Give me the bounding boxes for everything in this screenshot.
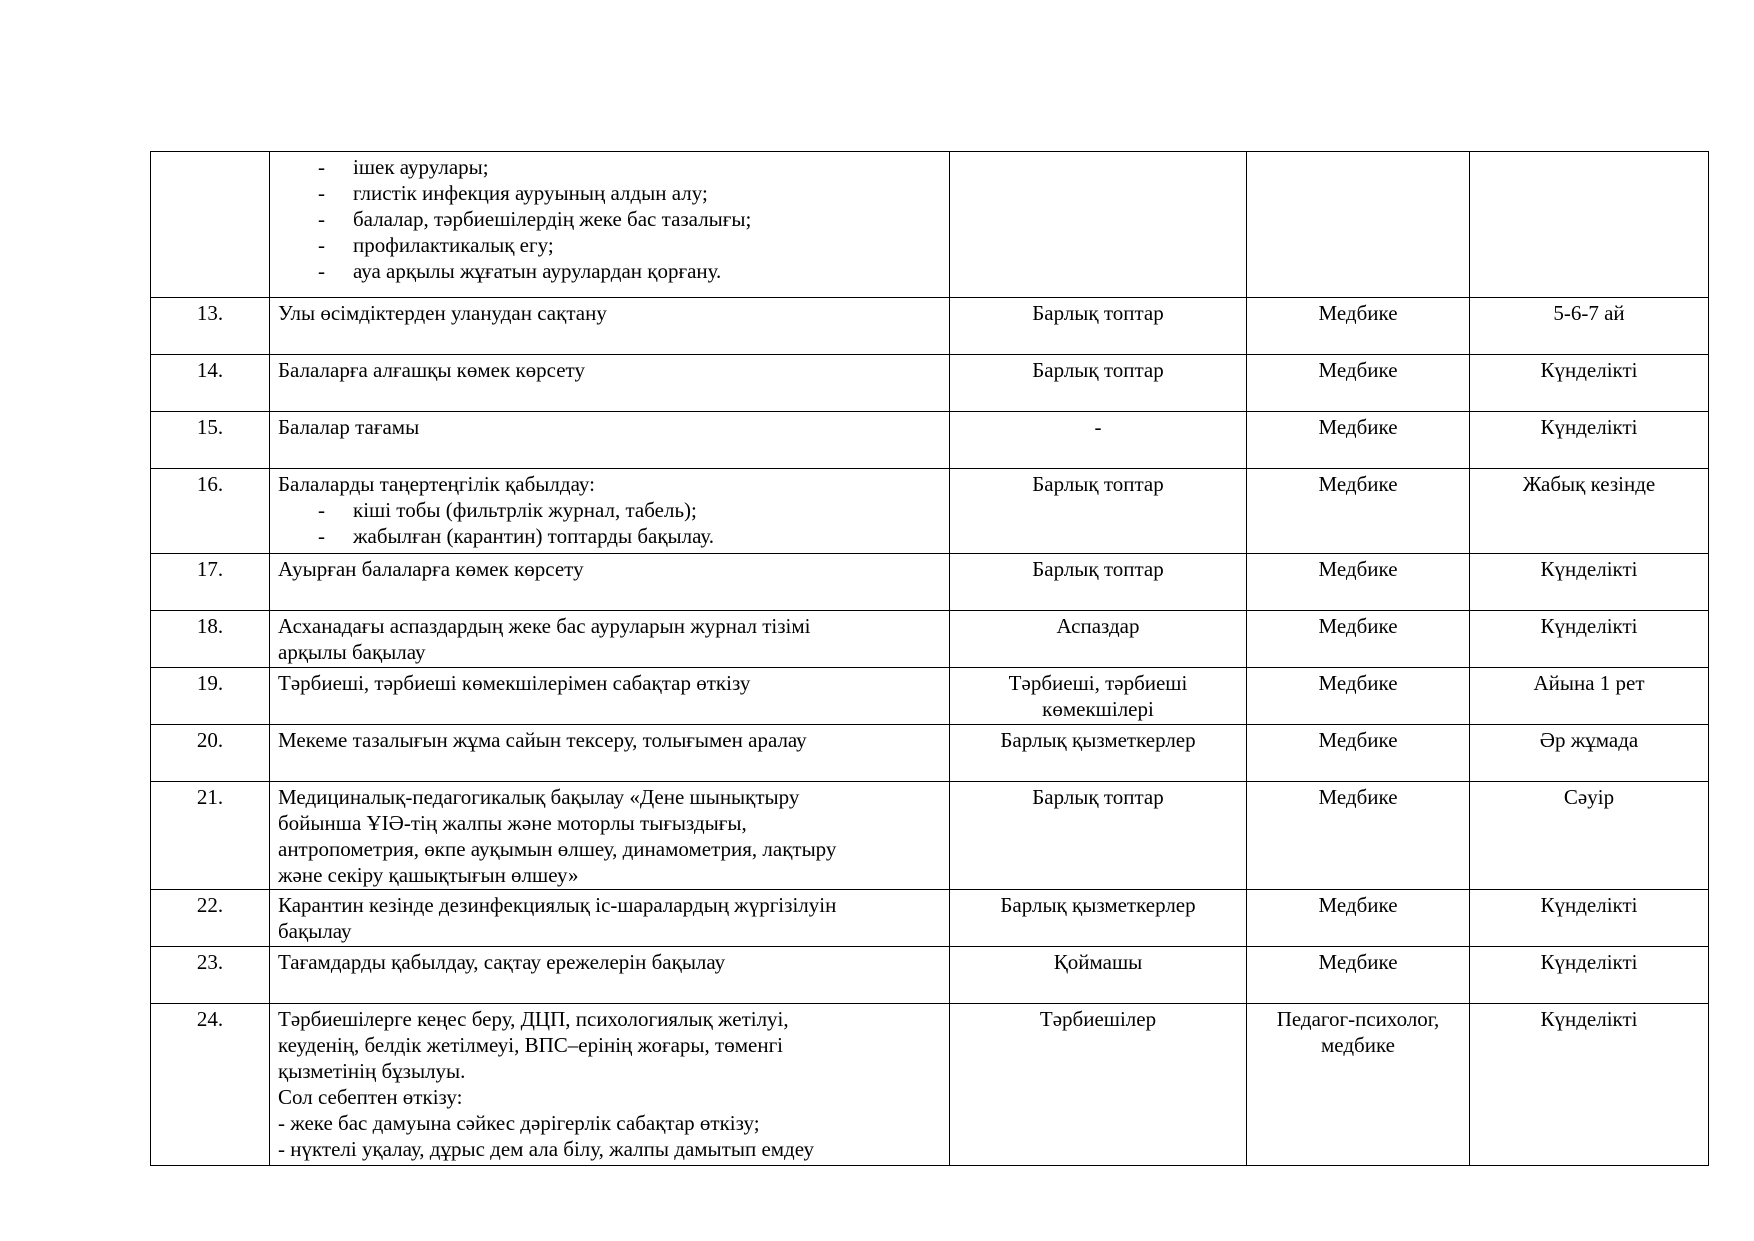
row-number-cell: 21. [151, 782, 270, 890]
event-text-line: Улы өсімдіктерден уланудан сақтану [278, 301, 607, 325]
event-text-line: Тағамдарды қабылдау, сақтау ережелерін бақылау [278, 950, 726, 974]
participants-cell: Барлық топтар [950, 355, 1247, 412]
row-number-cell [151, 152, 270, 298]
bullet-text: глистік инфекция ауруының алдын алу; [353, 181, 708, 205]
bullet-text: жабылған (карантин) топтарды бақылау. [353, 524, 715, 548]
event-cell [270, 298, 950, 355]
responsible-cell: Медбике [1247, 725, 1470, 782]
event-cell [270, 611, 950, 668]
event-text-line: Балалар тағамы [278, 415, 420, 439]
bullet-text: балалар, тәрбиешілердің жеке бас тазалығы; [353, 207, 752, 231]
row-number-cell: 19. [151, 668, 270, 725]
event-text-line: антропометрия, өкпе ауқымын өлшеу, динамометрия, лақтыру [278, 837, 837, 861]
event-cell [270, 355, 950, 412]
event-text-line: Тәрбиешілерге кеңес беру, ДЦП, психологиялық жетілуі, [278, 1007, 789, 1031]
table-row [151, 611, 1709, 668]
deadline-cell: Күнделікті [1470, 611, 1709, 668]
event-text-line: Балаларға алғашқы көмек көрсету [278, 358, 585, 382]
row-number-cell: 23. [151, 947, 270, 1004]
table-row [151, 725, 1709, 782]
event-cell [270, 947, 950, 1004]
deadline-cell: Сәуір [1470, 782, 1709, 890]
dash-bullet-icon: - [318, 233, 325, 257]
event-text-line: Тәрбиеші, тәрбиеші көмекшілерімен сабақтар өткізу [278, 671, 751, 695]
event-cell [270, 668, 950, 725]
responsible-cell: Медбике [1247, 554, 1470, 611]
participants-cell: Барлық топтар [950, 298, 1247, 355]
deadline-cell [1470, 152, 1709, 298]
list-item [318, 180, 941, 206]
event-cell [270, 890, 950, 947]
bullet-text: ішек аурулары; [353, 155, 489, 179]
event-text-line: Балаларды таңертеңгілік қабылдау: [278, 472, 595, 496]
deadline-cell: 5-6-7 ай [1470, 298, 1709, 355]
table-row [151, 412, 1709, 469]
row-number-cell: 22. [151, 890, 270, 947]
list-item [318, 154, 941, 180]
event-cell [270, 782, 950, 890]
row-number-cell: 20. [151, 725, 270, 782]
deadline-cell: Күнделікті [1470, 890, 1709, 947]
events-table-body [151, 152, 1709, 1166]
list-item [318, 206, 941, 232]
event-text-line: Ауырған балаларға көмек көрсету [278, 557, 584, 581]
list-item [318, 232, 941, 258]
bullet-text: ауа арқылы жұғатын аурулардан қорғану. [353, 259, 722, 283]
participants-cell: Қоймашы [950, 947, 1247, 1004]
row-number-cell: 24. [151, 1004, 270, 1166]
participants-cell: Барлық топтар [950, 782, 1247, 890]
table-row [151, 298, 1709, 355]
dash-bullet-icon: - [318, 155, 325, 179]
event-bullet-list [278, 497, 941, 549]
responsible-cell: Медбике [1247, 890, 1470, 947]
table-row [151, 355, 1709, 412]
event-text-line: - жеке бас дамуына сәйкес дәрігерлік сабақтар өткізу; [278, 1111, 760, 1135]
responsible-cell: Медбике [1247, 469, 1470, 554]
event-cell [270, 1004, 950, 1166]
row-number-cell: 16. [151, 469, 270, 554]
list-item [318, 497, 941, 523]
table-row [151, 152, 1709, 298]
events-table [150, 151, 1709, 1166]
table-row [151, 554, 1709, 611]
responsible-cell: Медбике [1247, 668, 1470, 725]
list-item [318, 258, 941, 284]
event-text-line: Карантин кезінде дезинфекциялық іс-шаралардың жүргізілуін [278, 893, 837, 917]
participants-cell: Барлық топтар [950, 554, 1247, 611]
event-text-line: арқылы бақылау [278, 640, 426, 664]
event-text-line: Сол себептен өткізу: [278, 1085, 463, 1109]
deadline-cell: Күнделікті [1470, 1004, 1709, 1166]
responsible-cell: Медбике [1247, 782, 1470, 890]
participants-cell: Аспаздар [950, 611, 1247, 668]
responsible-cell: Медбике [1247, 412, 1470, 469]
event-text-line: Мекеме тазалығын жұма сайын тексеру, толығымен аралау [278, 728, 807, 752]
deadline-cell: Күнделікті [1470, 554, 1709, 611]
event-text-line: Асханадағы аспаздардың жеке бас ауруларын журнал тізімі [278, 614, 811, 638]
dash-bullet-icon: - [318, 259, 325, 283]
event-text-line: бақылау [278, 919, 352, 943]
participants-cell: Барлық топтар [950, 469, 1247, 554]
list-item [318, 523, 941, 549]
event-bullet-list [278, 154, 941, 284]
table-row [151, 890, 1709, 947]
responsible-cell: Медбике [1247, 947, 1470, 1004]
deadline-cell: Күнделікті [1470, 947, 1709, 1004]
bullet-text: кіші тобы (фильтрлік журнал, табель); [353, 498, 697, 522]
deadline-cell: Әр жұмада [1470, 725, 1709, 782]
event-text-line: кеуденің, белдік жетілмеуі, ВПС–ерінің жоғары, төменгі [278, 1033, 784, 1057]
row-number-cell: 17. [151, 554, 270, 611]
participants-cell [950, 152, 1247, 298]
responsible-cell: Педагог-психолог, медбике [1247, 1004, 1470, 1166]
participants-cell: Тәрбиешілер [950, 1004, 1247, 1166]
responsible-cell: Медбике [1247, 355, 1470, 412]
deadline-cell: Айына 1 рет [1470, 668, 1709, 725]
row-number-cell: 13. [151, 298, 270, 355]
table-row [151, 1004, 1709, 1166]
table-row [151, 947, 1709, 1004]
table-row [151, 668, 1709, 725]
participants-cell: Барлық қызметкерлер [950, 890, 1247, 947]
participants-cell: Тәрбиеші, тәрбиеші көмекшілері [950, 668, 1247, 725]
responsible-cell [1247, 152, 1470, 298]
row-number-cell: 18. [151, 611, 270, 668]
event-cell [270, 152, 950, 298]
event-cell [270, 554, 950, 611]
event-text-line: қызметінің бұзылуы. [278, 1059, 466, 1083]
row-number-cell: 15. [151, 412, 270, 469]
dash-bullet-icon: - [318, 498, 325, 522]
participants-cell: Барлық қызметкерлер [950, 725, 1247, 782]
event-text-line: және секіру қашықтығын өлшеу» [278, 863, 579, 887]
dash-bullet-icon: - [318, 181, 325, 205]
deadline-cell: Күнделікті [1470, 355, 1709, 412]
responsible-cell: Медбике [1247, 611, 1470, 668]
dash-bullet-icon: - [318, 524, 325, 548]
event-text-line: Медициналық-педагогикалық бақылау «Дене шынықтыру [278, 785, 800, 809]
event-text-line: - нүктелі уқалау, дұрыс дем ала білу, жалпы дамытып емдеу [278, 1137, 815, 1161]
responsible-cell: Медбике [1247, 298, 1470, 355]
event-cell [270, 469, 950, 554]
dash-bullet-icon: - [318, 207, 325, 231]
table-row [151, 782, 1709, 890]
bullet-text: профилактикалық егу; [353, 233, 554, 257]
event-text-line: бойынша ҰІӘ-тің жалпы және моторлы тығыздығы, [278, 811, 747, 835]
table-row [151, 469, 1709, 554]
event-cell [270, 725, 950, 782]
row-number-cell: 14. [151, 355, 270, 412]
participants-cell: - [950, 412, 1247, 469]
deadline-cell: Күнделікті [1470, 412, 1709, 469]
deadline-cell: Жабық кезінде [1470, 469, 1709, 554]
event-cell [270, 412, 950, 469]
